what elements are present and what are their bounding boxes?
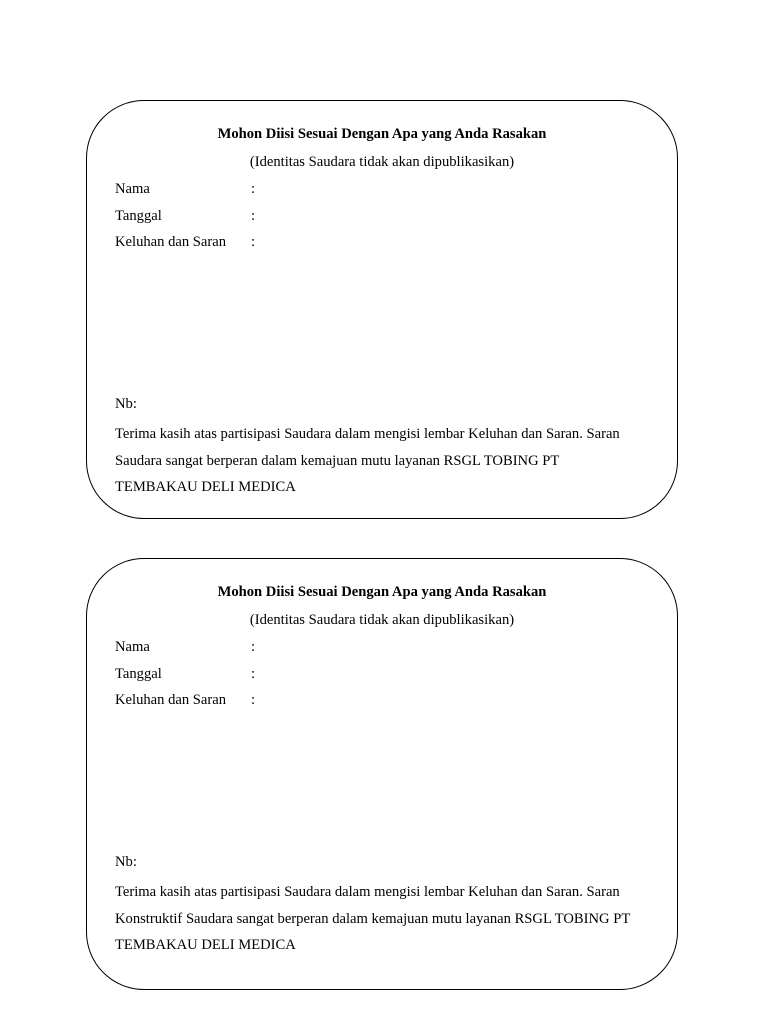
note-line: TEMBAKAU DELI MEDICA — [115, 479, 296, 496]
field-row-tanggal — [115, 207, 255, 225]
field-row-keluhan — [115, 691, 255, 709]
note-text — [115, 879, 665, 959]
note-line: TEMBAKAU DELI MEDICA — [115, 937, 296, 954]
note-line: Terima kasih atas partisipasi Saudara dalam mengisi lembar Keluhan dan Saran. Saran — [115, 426, 620, 442]
feedback-card-2 — [86, 558, 678, 990]
field-label-tanggal: Tanggal — [115, 208, 162, 224]
field-label-nama: Nama — [115, 181, 150, 197]
field-row-keluhan — [115, 233, 255, 251]
field-row-nama — [115, 638, 255, 656]
card-title: Mohon Diisi Sesuai Dengan Apa yang Anda Rasakan — [217, 584, 547, 600]
field-row-nama — [115, 180, 255, 198]
card-subtitle: (Identitas Saudara tidak akan dipublikasikan) — [249, 612, 515, 628]
card-title: Mohon Diisi Sesuai Dengan Apa yang Anda Rasakan — [217, 126, 547, 142]
field-separator: : — [251, 692, 256, 708]
card-subtitle: (Identitas Saudara tidak akan dipublikasikan) — [249, 154, 515, 170]
field-row-tanggal — [115, 665, 255, 683]
field-separator: : — [251, 208, 256, 224]
field-label-keluhan: Keluhan dan Saran — [115, 234, 227, 250]
note-line: Saudara sangat berperan dalam kemajuan mutu layanan RSGL TOBING PT — [115, 452, 560, 469]
nb-label: Nb: — [115, 854, 137, 870]
feedback-card-1 — [86, 100, 678, 519]
field-separator: : — [251, 234, 256, 250]
field-separator: : — [251, 666, 256, 682]
field-label-keluhan: Keluhan dan Saran — [115, 692, 227, 708]
field-label-nama: Nama — [115, 639, 150, 655]
field-separator: : — [251, 639, 256, 655]
field-separator: : — [251, 181, 256, 197]
nb-label: Nb: — [115, 396, 137, 412]
note-line: Terima kasih atas partisipasi Saudara dalam mengisi lembar Keluhan dan Saran. Saran — [115, 884, 620, 900]
note-line: Konstruktif Saudara sangat berperan dalam kemajuan mutu layanan RSGL TOBING PT — [115, 910, 631, 927]
note-text — [115, 421, 665, 501]
field-label-tanggal: Tanggal — [115, 666, 162, 682]
